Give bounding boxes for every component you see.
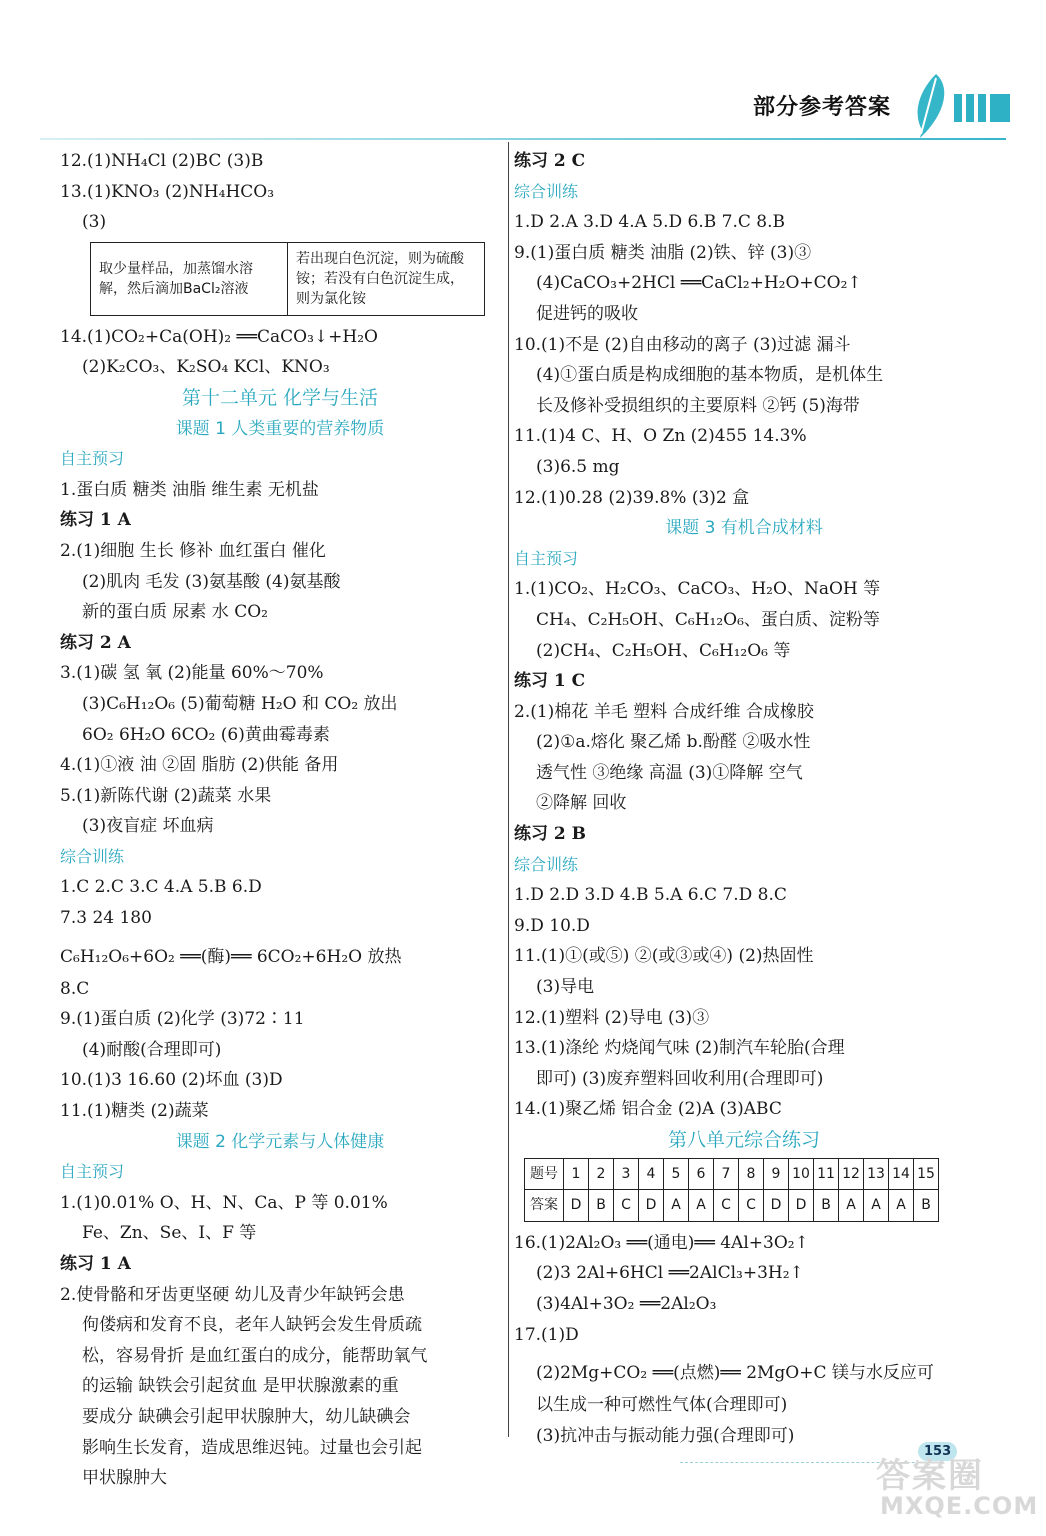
answer-cell: D [789, 1190, 814, 1222]
answer-line: 1.(1)CO₂、H₂CO₃、CaCO₃、H₂O、NaOH 等 [514, 579, 881, 600]
method-step-cell: 取少量样品，加蒸馏水溶解，然后滴加BaCl₂溶液 [91, 242, 288, 315]
answer-line: (3) [82, 212, 107, 233]
answer-line: 新的蛋白质 尿素 水 CO₂ [82, 602, 268, 623]
answer-line: 透气性 ③绝缘 高温 (3)①降解 空气 [536, 762, 803, 783]
answer-cell: B [589, 1190, 614, 1222]
answer-line: 的运输 缺铁会引起贫血 是甲状腺激素的重 [82, 1376, 399, 1397]
answer-line: 9.(1)蛋白质 糖类 油脂 (2)铁、锌 (3)③ [514, 242, 812, 263]
exercise-answer: 练习 2 B [514, 824, 587, 845]
answer-line: (3)抗冲击与振动能力强(合理即可) [536, 1425, 795, 1446]
answer-line: (2)2Mg+CO₂ ══(点燃)══ 2MgO+C 镁与水反应可 [536, 1363, 934, 1384]
right-column [514, 146, 974, 1451]
answer-line: 长及修补受损组织的主要原料 ②钙 (5)海带 [536, 395, 860, 416]
question-number-cell: 5 [664, 1158, 689, 1190]
answer-line: ②降解 回收 [536, 793, 627, 814]
section-label: 综合训练 [60, 846, 125, 866]
topic-heading: 课题 2 化学元素与人体健康 [175, 1131, 385, 1152]
answer-line: 12.(1)0.28 (2)39.8% (3)2 盒 [514, 487, 750, 508]
answer-line: (4)CaCO₃+2HCl ══CaCl₂+H₂O+CO₂↑ [536, 273, 862, 294]
section-label: 综合训练 [514, 181, 579, 201]
page-number: 153 [918, 1442, 957, 1461]
column-divider [508, 142, 509, 1437]
answer-line: 3.(1)碳 氢 氧 (2)能量 60%～70% [60, 663, 324, 684]
method-table [90, 242, 485, 316]
question-number-cell: 7 [714, 1158, 739, 1190]
question-number-cell: 13 [864, 1158, 889, 1190]
answer-line: 即可) (3)废弃塑料回收利用(合理即可) [536, 1068, 824, 1089]
answer-line: 13.(1)涤纶 灼烧闻气味 (2)制汽车轮胎(合理 [514, 1038, 845, 1059]
answer-line: 2.(1)细胞 生长 修补 血红蛋白 催化 [60, 540, 326, 561]
header-rule [40, 138, 1006, 140]
answer-cell: D [564, 1190, 589, 1222]
answer-cell: A [689, 1190, 714, 1222]
answer-cell: A [664, 1190, 689, 1222]
answer-line: 松，容易骨折 是血红蛋白的成分，能帮助氧气 [82, 1345, 428, 1366]
answer-cell: B [814, 1190, 839, 1222]
watermark-logo: 答案圈 [876, 1456, 984, 1496]
answer-line: CH₄、C₂H₅OH、C₆H₁₂O₆、蛋白质、淀粉等 [536, 609, 880, 630]
section-label: 综合训练 [514, 854, 579, 874]
answer-line: 11.(1)糖类 (2)蔬菜 [60, 1101, 209, 1122]
answer-line: 12.(1)NH₄Cl (2)BC (3)B [60, 151, 264, 171]
answer-line: 17.(1)D [514, 1324, 579, 1345]
exercise-answer: 练习 1 C [514, 671, 586, 692]
exercise-answer: 练习 1 A [60, 1254, 131, 1274]
answer-line: 10.(1)3 16.60 (2)坏血 (3)D [60, 1070, 283, 1091]
answer-line: 14.(1)CO₂+Ca(OH)₂ ══CaCO₃↓+H₂O [60, 326, 378, 347]
question-number-cell: 12 [839, 1158, 864, 1190]
answer-cell: A [839, 1190, 864, 1222]
answer-line: 13.(1)KNO₃ (2)NH₄HCO₃ [60, 181, 275, 202]
question-number-cell: 6 [689, 1158, 714, 1190]
answer-line: 9.(1)蛋白质 (2)化学 (3)72∶11 [60, 1009, 305, 1030]
answer-cell: D [764, 1190, 789, 1222]
answer-cell: B [914, 1190, 939, 1222]
answer-line: 14.(1)聚乙烯 铝合金 (2)A (3)ABC [514, 1099, 782, 1120]
answer-line: 9.D 10.D [514, 915, 590, 936]
feather-icon [906, 72, 954, 140]
exercise-answer: 练习 1 A [60, 510, 131, 531]
answer-line: Fe、Zn、Se、I、F 等 [82, 1223, 257, 1244]
answer-line: 11.(1)4 C、H、O Zn (2)455 14.3% [514, 426, 807, 447]
topic-heading: 课题 1 人类重要的营养物质 [175, 418, 385, 439]
answer-line: 1.蛋白质 糖类 油脂 维生素 无机盐 [60, 479, 319, 500]
answer-line: 促进钙的吸收 [536, 303, 638, 324]
answer-line: (4)耐酸(合理即可) [82, 1039, 222, 1060]
answer-line: 以生成一种可燃性气体(合理即可) [536, 1395, 788, 1416]
answer-cell: C [739, 1190, 764, 1222]
question-number-cell: 3 [614, 1158, 639, 1190]
question-number-cell: 10 [789, 1158, 814, 1190]
question-number-cell: 9 [764, 1158, 789, 1190]
answer-table [524, 1158, 939, 1222]
answer-line: (4)①蛋白质是构成细胞的基本物质，是机体生 [536, 365, 884, 386]
question-number-cell: 2 [589, 1158, 614, 1190]
answer-cell: A [889, 1190, 914, 1222]
answer-line: 5.(1)新陈代谢 (2)蔬菜 水果 [60, 785, 272, 806]
answer-line: 12.(1)塑料 (2)导电 (3)③ [514, 1007, 710, 1028]
answer-line: (2)3 2Al+6HCl ══2AlCl₃+3H₂↑ [536, 1263, 804, 1284]
question-number-cell: 14 [889, 1158, 914, 1190]
answer-line: 10.(1)不是 (2)自由移动的离子 (3)过滤 漏斗 [514, 334, 851, 355]
answer-line: (2)肌肉 毛发 (3)氨基酸 (4)氨基酸 [82, 571, 341, 592]
answer-line: 2.使骨骼和牙齿更坚硬 幼儿及青少年缺钙会患 [60, 1284, 405, 1305]
unit-heading: 第八单元综合练习 [667, 1129, 820, 1151]
answer-line: C₆H₁₂O₆+6O₂ ══(酶)══ 6CO₂+6H₂O 放热 [60, 946, 402, 967]
answer-line: 1.(1)0.01% O、H、N、Ca、P 等 0.01% [60, 1192, 388, 1213]
question-number-cell: 11 [814, 1158, 839, 1190]
answer-cell: D [639, 1190, 664, 1222]
answer-line: (2)K₂CO₃、K₂SO₄ KCl、KNO₃ [82, 357, 330, 378]
unit-heading: 第十二单元 化学与生活 [181, 386, 379, 409]
answer-line: (2)①a.熔化 聚乙烯 b.酚醛 ②吸水性 [536, 732, 811, 753]
question-number-cell: 1 [564, 1158, 589, 1190]
exercise-answer: 练习 2 A [60, 632, 131, 653]
answer-line: 7.3 24 180 [60, 908, 152, 929]
answer-table-header-label: 题号 [525, 1158, 564, 1190]
question-number-cell: 4 [639, 1158, 664, 1190]
answer-cell: C [614, 1190, 639, 1222]
answer-cell: A [864, 1190, 889, 1222]
answer-line: (3)4Al+3O₂ ══2Al₂O₃ [536, 1293, 717, 1314]
answer-line: 1.C 2.C 3.C 4.A 5.B 6.D [60, 877, 262, 898]
answer-line: (3)6.5 mg [536, 456, 620, 477]
answer-line: 8.C [60, 978, 90, 999]
section-label: 自主预习 [514, 548, 579, 568]
answer-line: (2)CH₄、C₂H₅OH、C₆H₁₂O₆ 等 [536, 640, 791, 661]
answer-line: (3)导电 [536, 977, 595, 998]
answer-line: 佝偻病和发育不良，老年人缺钙会发生骨质疏 [82, 1315, 422, 1336]
answer-line: 甲状腺肿大 [82, 1468, 167, 1489]
answer-line: 16.(1)2Al₂O₃ ══(通电)══ 4Al+3O₂↑ [514, 1232, 809, 1253]
question-number-cell: 8 [739, 1158, 764, 1190]
watermark-url: MXQE.COM [880, 1492, 1039, 1520]
section-label: 自主预习 [60, 449, 125, 469]
answer-line: 2.(1)棉花 羊毛 塑料 合成纤维 合成橡胶 [514, 701, 814, 722]
header-bars-decoration [954, 94, 1010, 122]
method-result-cell: 若出现白色沉淀，则为硫酸铵；若没有白色沉淀生成，则为氯化铵 [288, 242, 485, 315]
header-title: 部分参考答案 [752, 95, 891, 120]
answer-line: (3)夜盲症 坏血病 [82, 816, 214, 837]
answer-line: 1.D 2.D 3.D 4.B 5.A 6.C 7.D 8.C [514, 885, 787, 906]
question-number-cell: 15 [914, 1158, 939, 1190]
page-header [0, 72, 1046, 142]
left-column [60, 146, 500, 1494]
watermark [876, 1448, 1039, 1528]
topic-heading: 课题 3 有机合成材料 [665, 518, 823, 539]
answer-line: 6O₂ 6H₂O 6CO₂ (6)黄曲霉毒素 [82, 724, 330, 745]
answer-line: (3)C₆H₁₂O₆ (5)葡萄糖 H₂O 和 CO₂ 放出 [82, 693, 398, 714]
answer-cell: C [714, 1190, 739, 1222]
answer-line: 影响生长发育，造成思维迟钝。过量也会引起 [82, 1437, 422, 1458]
answer-line: 11.(1)①(或⑤) ②(或③或④) (2)热固性 [514, 946, 814, 967]
answer-line: 4.(1)①液 油 ②固 脂肪 (2)供能 备用 [60, 755, 339, 776]
answer-line: 要成分 缺碘会引起甲状腺肿大，幼儿缺碘会 [82, 1406, 411, 1427]
answer-line: 1.D 2.A 3.D 4.A 5.D 6.B 7.C 8.B [514, 212, 786, 233]
exercise-answer: 练习 2 C [514, 151, 586, 171]
answer-table-answer-label: 答案 [525, 1190, 564, 1222]
section-label: 自主预习 [60, 1162, 125, 1182]
